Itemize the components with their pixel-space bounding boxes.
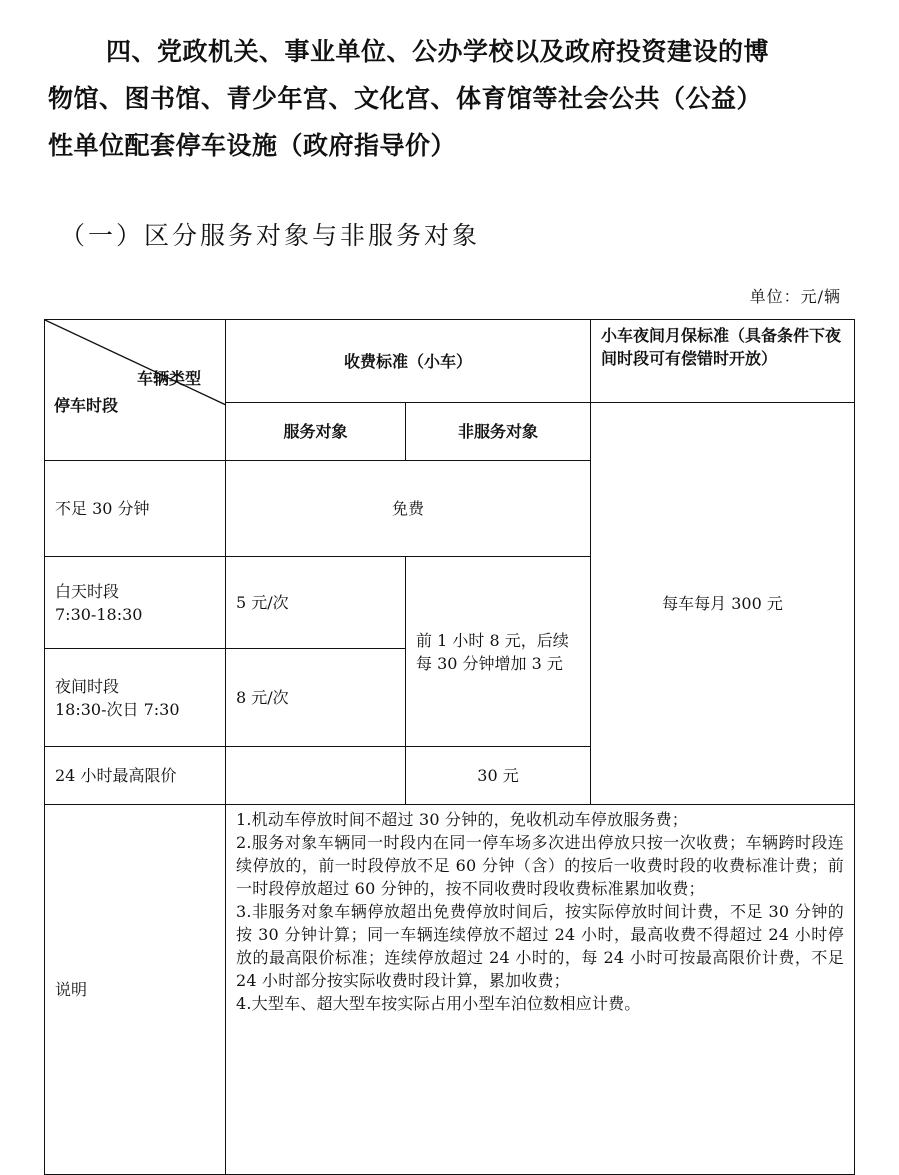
nighttime-label-name: 夜间时段: [55, 676, 120, 696]
note-item: 4.大型车、超大型车按实际占用小型车泊位数相应计费。: [236, 994, 641, 1013]
nighttime-label-hours: 18:30-次日 7:30: [55, 699, 180, 719]
diagonal-line: [45, 320, 226, 461]
daily-cap-service: [226, 747, 406, 805]
under-30-min-value: 免费: [226, 461, 591, 557]
section-title-line-3: 性单位配套停车设施（政府指导价）: [48, 131, 457, 160]
section-title-line-2: 物馆、图书馆、青少年宫、文化宫、体育馆等社会公共（公益）: [48, 84, 763, 113]
subsection-title: （一）区分服务对象与非服务对象: [60, 221, 481, 250]
non-service-rate: 前 1 小时 8 元，后续每 30 分钟增加 3 元: [406, 557, 591, 747]
corner-header-time-period: 停车时段: [54, 396, 119, 415]
daily-cap-non-service: 30 元: [406, 747, 591, 805]
nighttime-service-rate: 8 元/次: [226, 649, 406, 747]
daily-cap-label: 24 小时最高限价: [45, 747, 226, 805]
section-title-line-1: 四、党政机关、事业单位、公办学校以及政府投资建设的博: [106, 37, 770, 66]
note-item: 1.机动车停放时间不超过 30 分钟的，免收机动车停放服务费；: [236, 810, 688, 829]
notes-cell: [226, 805, 855, 1175]
daytime-label-hours: 7:30-18:30: [55, 604, 143, 624]
monthly-standard-header: 小车夜间月保标准（具备条件下夜间时段可有偿错时开放）: [591, 320, 855, 403]
monthly-value-cell: 每车每月 300 元: [591, 403, 855, 805]
daytime-label: [45, 557, 226, 649]
fee-standard-header: 收费标准（小车）: [226, 320, 591, 403]
service-object-header: 服务对象: [226, 403, 406, 461]
under-30-min-label: 不足 30 分钟: [45, 461, 226, 557]
unit-label: 单位：元/辆: [749, 287, 841, 306]
note-item: 2.服务对象车辆同一时段内在同一停车场多次进出停放只按一次收费；车辆跨时段连续停放的，前一时段停放不足 60 分钟（含）的按后一收费时段的收费标准计费；前一时段停放超过 60 分钟的，按不同收费时段收费标准累加收费；: [236, 833, 845, 898]
corner-header-vehicle-type: 车辆类型: [136, 369, 201, 388]
non-service-object-header: 非服务对象: [406, 403, 591, 461]
section-title: [48, 28, 858, 169]
nighttime-label: [45, 649, 226, 747]
fee-table: [44, 319, 855, 1175]
daytime-label-name: 白天时段: [55, 581, 120, 601]
notes-label: 说明: [45, 805, 226, 1175]
daytime-service-rate: 5 元/次: [226, 557, 406, 649]
note-item: 3.非服务对象车辆停放超出免费停放时间后，按实际停放时间计费，不足 30 分钟的按 30 分钟计算；同一车辆连续停放不超过 24 小时，最高收费不得超过 24 小时停放的最高限价标准；连续停放超过 24 小时的，每 24 小时可按最高限价计费，不足 24 小时部分按实际收费时段计算，累加收费；: [236, 902, 845, 990]
corner-header-cell: [45, 320, 226, 461]
